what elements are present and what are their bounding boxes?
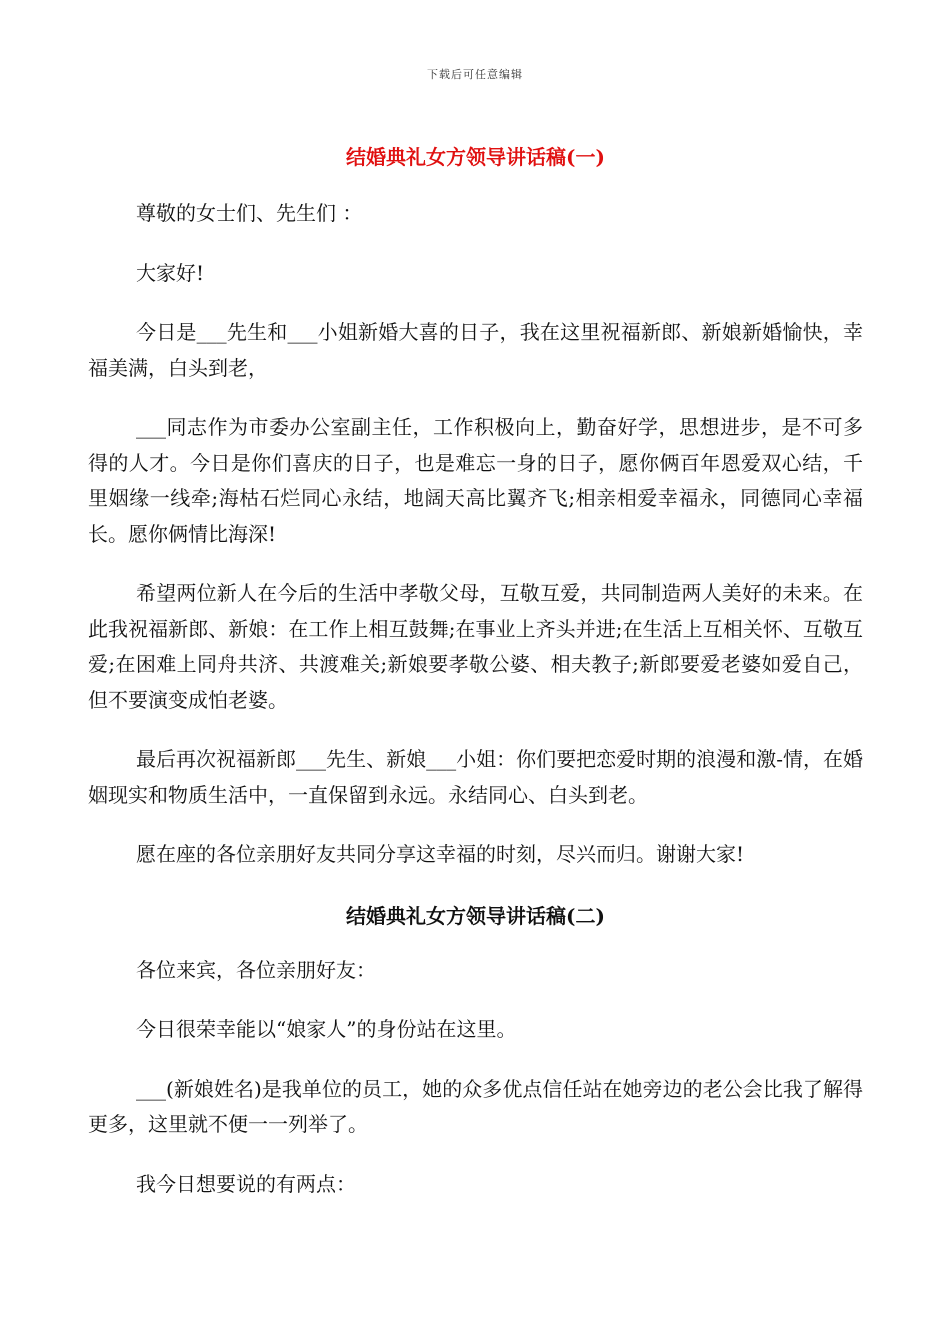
paragraph: 今日很荣幸能以“娘家人”的身份站在这里。 bbox=[136, 1017, 517, 1041]
paragraph: 希望两位新人在今后的生活中孝敬父母，互敬互爱，共同制造两人美好的未来。在此我祝福新郎、新娘：在工作上相互鼓舞;在事业上齐头并进;在生活上互相关怀、互敬互爱;在困难上同舟共济、共渡难关;新娘要孝敬公婆、相夫教子;新郎要爱老婆如爱自己，但不要演变成怕老婆。 bbox=[88, 581, 863, 712]
header-note: 下载后可任意编辑 bbox=[427, 68, 523, 81]
closing-line: 愿在座的各位亲朋好友共同分享这幸福的时刻，尽兴而归。谢谢大家! bbox=[136, 842, 745, 866]
section-1-title: 结婚典礼女方领导讲话稿(一) bbox=[346, 145, 605, 169]
document-body bbox=[88, 140, 863, 1226]
paragraph: 我今日想要说的有两点： bbox=[136, 1171, 356, 1196]
salutation: 各位来宾，各位亲朋好友： bbox=[136, 957, 376, 982]
paragraph: 今日是___先生和___小姐新婚大喜的日子，我在这里祝福新郎、新娘新婚愉快，幸福美满，白头到老， bbox=[88, 320, 863, 380]
section-2-title: 结婚典礼女方领导讲话稿(二) bbox=[346, 903, 605, 928]
paragraph: ___(新娘姓名)是我单位的员工，她的众多优点信任站在她旁边的老公会比我了解得更多，这里就不便一一列举了。 bbox=[88, 1076, 863, 1136]
paragraph: ___同志作为市委办公室副主任，工作积极向上，勤奋好学，思想进步，是不可多得的人才。今日是你们喜庆的日子，也是难忘一身的日子，愿你俩百年恩爱双心结，千里姻缘一线牵;海枯石烂同心永结，地阔天高比翼齐飞;相亲相爱幸福永，同德同心幸福长。愿你俩情比海深! bbox=[88, 415, 863, 546]
greeting: 大家好! bbox=[136, 260, 205, 285]
salutation: 尊敬的女士们、先生们 ： bbox=[136, 201, 363, 225]
paragraph: 最后再次祝福新郎___先生、新娘___小姐：你们要把恋爱时期的浪漫和激-情，在婚姻现实和物质生活中，一直保留到永远。永结同心、白头到老。 bbox=[88, 747, 863, 807]
